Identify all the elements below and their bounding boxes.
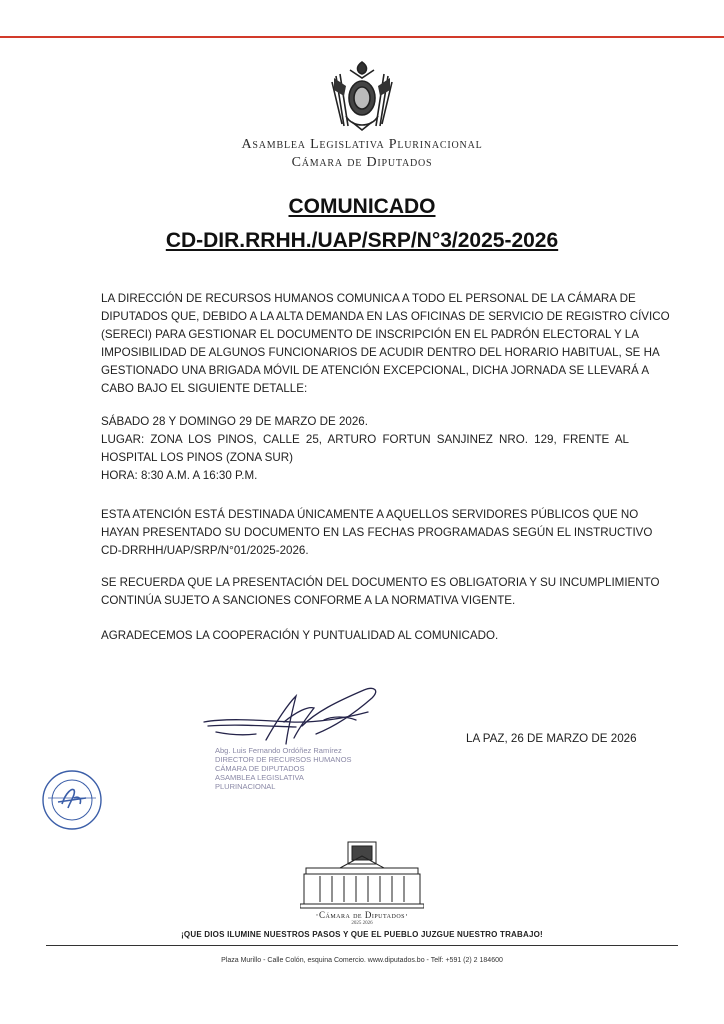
text-line: CABO BAJO EL SIGUIENTE DETALLE: — [101, 382, 308, 395]
text-line: SE RECUERDA QUE LA PRESENTACIÓN DEL DOCUMENTO ES OBLIGATORIA Y SU INCUMPLIMIENTO — [101, 576, 660, 589]
text-line: CONTINÚA SUJETO A SANCIONES CONFORME A LA NORMATIVA VIGENTE. — [101, 594, 516, 607]
text-line: ESTA ATENCIÓN ESTÁ DESTINADA ÚNICAMENTE A AQUELLOS SERVIDORES PÚBLICOS QUE NO — [101, 508, 639, 521]
stamp-name: Abg. Luis Fernando Ordóñez Ramírez — [215, 746, 342, 755]
institution-name: Asamblea Legislativa Plurinacional — [241, 137, 483, 152]
footer-years: 2025 2026 — [351, 921, 373, 926]
official-seal-icon — [40, 768, 104, 832]
schedule-hours: HORA: 8:30 A.M. A 16:30 P.M. — [101, 469, 258, 482]
footer-address: Plaza Murillo - Calle Colón, esquina Comercio. www.diputados.bo - Telf: +591 (2) 2 184600 — [221, 957, 503, 964]
stamp-position: DIRECTOR DE RECURSOS HUMANOS — [215, 755, 352, 764]
place-date: LA PAZ, 26 DE MARZO DE 2026 — [466, 732, 637, 745]
document-code: CD-DIR.RRHH./UAP/SRP/N°3/2025-2026 — [165, 229, 559, 252]
closing-text: AGRADECEMOS LA COOPERACIÓN Y PUNTUALIDAD AL COMUNICADO. — [101, 629, 499, 642]
footer-rule — [46, 945, 678, 946]
stamp-chamber: CÁMARA DE DIPUTADOS — [215, 764, 305, 773]
signature-icon — [196, 682, 386, 752]
paragraph-eligibility — [101, 506, 653, 560]
schedule-place-cont: HOSPITAL LOS PINOS (ZONA SUR) — [101, 451, 293, 464]
schedule-days: SÁBADO 28 Y DOMINGO 29 DE MARZO DE 2026. — [101, 415, 368, 428]
stamp-assembly: ASAMBLEA LEGISLATIVA PLURINACIONAL — [215, 773, 304, 791]
footer-motto: ¡QUE DIOS ILUMINE NUESTROS PASOS Y QUE EL PUEBLO JUZGUE NUESTRO TRABAJO! — [181, 930, 543, 939]
document-title: COMUNICADO — [288, 195, 436, 218]
text-line: LA DIRECCIÓN DE RECURSOS HUMANOS COMUNICA A TODO EL PERSONAL DE LA CÁMARA DE — [101, 292, 636, 305]
paragraph-intro — [101, 290, 670, 398]
schedule-details — [101, 413, 629, 485]
text-line: DIPUTADOS QUE, DEBIDO A LA ALTA DEMANDA EN LAS OFICINAS DE SERVICIO DE REGISTRO CÍVICO — [101, 310, 670, 323]
footer-brand: ·Cámara de Diputados· — [315, 910, 409, 920]
text-line: IMPOSIBILIDAD DE ALGUNOS FUNCIONARIOS DE ACUDIR DENTRO DEL HORARIO HABITUAL, SE HA — [101, 346, 660, 359]
chamber-building-icon — [300, 840, 424, 910]
signature-stamp — [215, 746, 365, 791]
top-red-rule — [0, 36, 724, 38]
text-line: HAYAN PRESENTADO SU DOCUMENTO EN LAS FECHAS PROGRAMADAS SEGÚN EL INSTRUCTIVO — [101, 526, 653, 539]
schedule-place: LUGAR: ZONA LOS PINOS, CALLE 25, ARTURO FORTUN SANJINEZ NRO. 129, FRENTE AL — [101, 433, 629, 446]
paragraph-reminder — [101, 574, 660, 610]
coat-of-arms-icon — [322, 56, 402, 136]
text-line: (SERECI) PARA GESTIONAR EL DOCUMENTO DE INSCRIPCIÓN EN EL PADRÓN ELECTORAL Y LA — [101, 328, 639, 341]
chamber-name: Cámara de Diputados — [291, 155, 433, 170]
text-line: GESTIONADO UNA BRIGADA MÓVIL DE ATENCIÓN EXCEPCIONAL, DICHA JORNADA SE LLEVARÁ A — [101, 364, 650, 377]
text-line: CD-DRRHH/UAP/SRP/N°01/2025-2026. — [101, 544, 309, 557]
